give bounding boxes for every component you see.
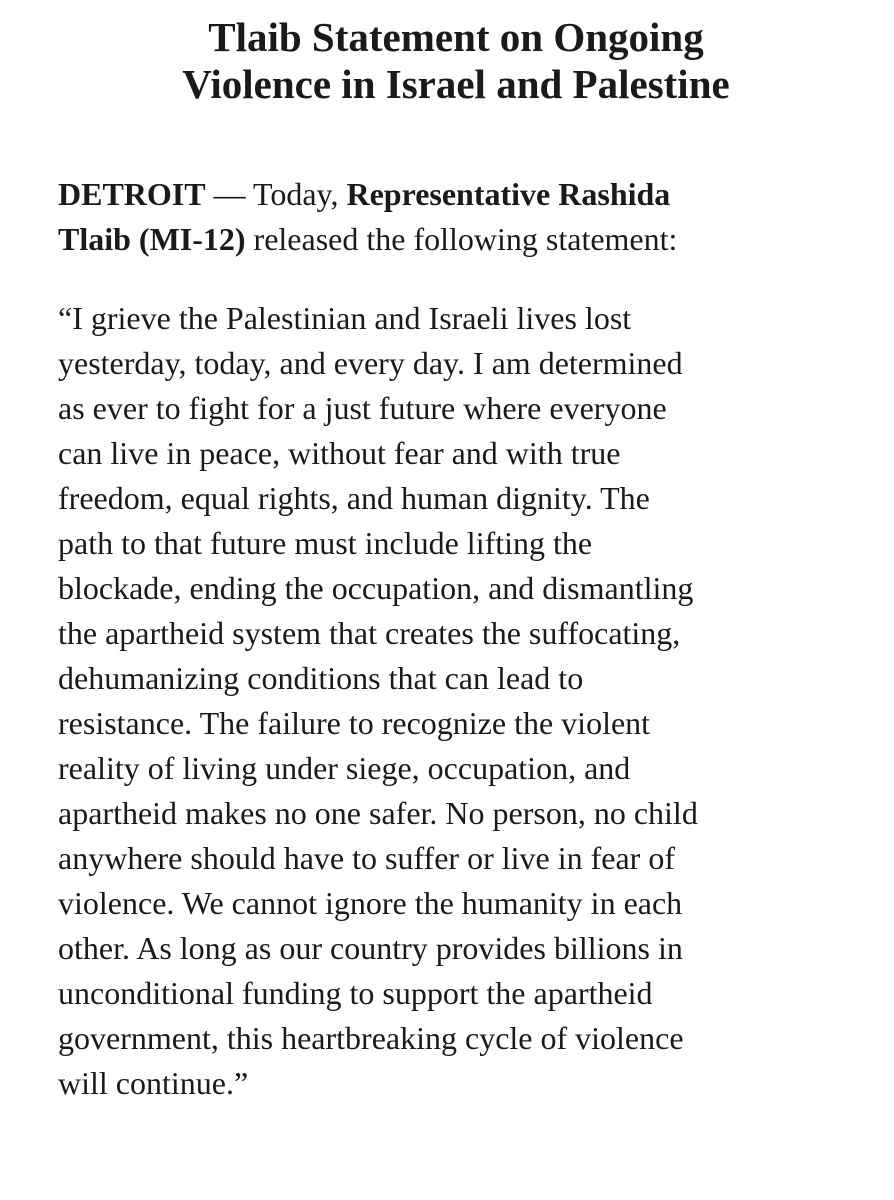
page-title	[58, 14, 854, 108]
statement-line: can live in peace, without fear and with true	[58, 435, 621, 471]
dateline-paragraph	[58, 172, 854, 262]
statement-line: government, this heartbreaking cycle of violence	[58, 1020, 684, 1056]
statement-line: “I grieve the Palestinian and Israeli lives lost	[58, 300, 632, 336]
title-line-2: Violence in Israel and Palestine	[182, 61, 730, 107]
representative-name-part1: Representative Rashida	[346, 176, 671, 212]
statement-line: anywhere should have to suffer or live in fear of	[58, 840, 675, 876]
statement-line: dehumanizing conditions that can lead to	[58, 660, 584, 696]
statement-line: other. As long as our country provides billions in	[58, 930, 683, 966]
dateline-released-text: released the following statement:	[245, 221, 678, 257]
statement-line: blockade, ending the occupation, and dismantling	[58, 570, 694, 606]
statement-line: as ever to fight for a just future where everyone	[58, 390, 667, 426]
statement-line: violence. We cannot ignore the humanity in each	[58, 885, 683, 921]
statement-line: resistance. The failure to recognize the violent	[58, 705, 651, 741]
representative-name-part2: Tlaib (MI-12)	[58, 221, 246, 257]
dateline-location: DETROIT	[58, 176, 206, 212]
statement-line: freedom, equal rights, and human dignity. The	[58, 480, 650, 516]
statement-quote	[58, 296, 854, 1106]
statement-line: the apartheid system that creates the suffocating,	[58, 615, 681, 651]
statement-line: reality of living under siege, occupation, and	[58, 750, 631, 786]
dateline-line-2	[58, 217, 854, 262]
statement-line: unconditional funding to support the apartheid	[58, 975, 653, 1011]
dateline-line-1	[58, 172, 854, 217]
statement-line: apartheid makes no one safer. No person, no child	[58, 795, 698, 831]
statement-line: path to that future must include lifting the	[58, 525, 593, 561]
statement-line: yesterday, today, and every day. I am determined	[58, 345, 683, 381]
statement-line: will continue.”	[58, 1065, 249, 1101]
dateline-today: — Today,	[205, 176, 347, 212]
title-line-1: Tlaib Statement on Ongoing	[208, 14, 704, 60]
